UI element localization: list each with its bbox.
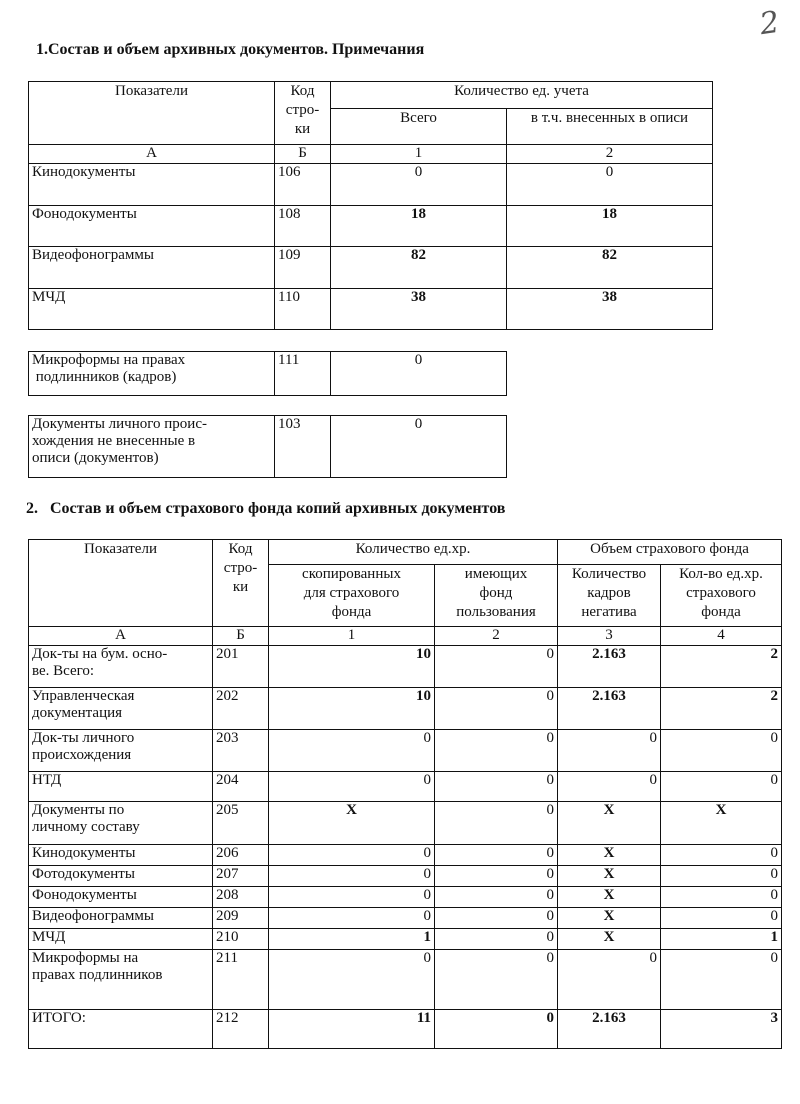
row-code: 204 [213,772,269,802]
letters-row [29,627,782,646]
row-code: 108 [275,206,331,247]
row-value-2: 0 [435,845,558,866]
row-value: 0 [331,416,507,478]
row-total: 82 [331,247,507,289]
row-name: Видеофонограммы [29,247,275,289]
row-value-3: Х [558,802,661,845]
row-value-4: 0 [661,908,782,929]
row-value: 0 [331,352,507,396]
row-value-4: 0 [661,950,782,1010]
row-value-3: Х [558,866,661,887]
row-code: 109 [275,247,331,289]
header-copied: скопированных для страхового фонда [269,565,435,627]
table-row [29,646,782,688]
row-value-3: Х [558,929,661,950]
header-in-inventory: в т.ч. внесенных в описи [507,109,713,145]
letter-cell: 1 [269,627,435,646]
header-fund-units: Кол-во ед.хр. страхового фонда [661,565,782,627]
row-code: 206 [213,845,269,866]
table-row [29,866,782,887]
table-row [29,772,782,802]
row-code: 211 [213,950,269,1010]
row-code: 210 [213,929,269,950]
header-code: Код стро- ки [213,540,269,627]
row-value-4: 0 [661,845,782,866]
row-value-1: 10 [269,688,435,730]
row-code: 202 [213,688,269,730]
row-value-3: Х [558,845,661,866]
row-value-2: 0 [435,866,558,887]
row-name: Кинодокументы [29,845,213,866]
table-row [29,1010,782,1049]
row-value-4: Х [661,802,782,845]
row-value-4: 2 [661,688,782,730]
row-value-3: 2.163 [558,646,661,688]
row-value-4: 2 [661,646,782,688]
row-value-3: 0 [558,772,661,802]
row-value-3: Х [558,887,661,908]
row-value-2: 0 [435,950,558,1010]
row-name: МЧД [29,289,275,330]
row-value-4: 0 [661,866,782,887]
row-value-3: 2.163 [558,1010,661,1049]
row-total: 0 [331,164,507,206]
row-name: Документы личного проис- хождения не внесенные в описи (документов) [29,416,275,478]
row-value-4: 0 [661,772,782,802]
table-row [29,929,782,950]
row-name: Док-ты личного происхождения [29,730,213,772]
row-value-1: Х [269,802,435,845]
row-name: НТД [29,772,213,802]
letter-cell: 2 [435,627,558,646]
letters-row [29,145,713,164]
row-value-1: 0 [269,908,435,929]
row-value-3: 0 [558,730,661,772]
row-code: 203 [213,730,269,772]
header-total: Всего [331,109,507,145]
header-count-group: Количество ед. учета [331,82,713,109]
archive-documents-table [28,81,713,330]
row-code: 208 [213,887,269,908]
letter-cell: 3 [558,627,661,646]
header-negatives: Количество кадров негатива [558,565,661,627]
header-indicator: Показатели [29,540,213,627]
row-code: 110 [275,289,331,330]
row-value-2: 0 [435,802,558,845]
letter-cell: А [29,627,213,646]
row-in-inventory: 0 [507,164,713,206]
table-row [29,247,713,289]
row-value-2: 0 [435,1010,558,1049]
section2-title: 2. Состав и объем страхового фонда копий архивных документов [26,500,506,517]
row-value-3: Х [558,908,661,929]
row-name: Кинодокументы [29,164,275,206]
letter-cell: 2 [507,145,713,164]
row-value-3: 2.163 [558,688,661,730]
header-fund-group: Объем страхового фонда [558,540,782,565]
table-row [29,289,713,330]
letter-cell: Б [213,627,269,646]
row-name: Микроформы на правах подлинников (кадров) [29,352,275,396]
row-name: Фонодокументы [29,887,213,908]
header-usage: имеющих фонд пользования [435,565,558,627]
table-row [29,908,782,929]
insurance-fund-rows [29,646,782,1049]
row-in-inventory: 82 [507,247,713,289]
table-row [29,164,713,206]
row-value-1: 0 [269,730,435,772]
row-name: Док-ты на бум. осно- ве. Всего: [29,646,213,688]
row-name: ИТОГО: [29,1010,213,1049]
table-row [29,887,782,908]
row-value-1: 0 [269,950,435,1010]
row-name: Документы по личному составу [29,802,213,845]
row-name: МЧД [29,929,213,950]
row-value-2: 0 [435,772,558,802]
row-value-2: 0 [435,908,558,929]
row-in-inventory: 18 [507,206,713,247]
letter-cell: А [29,145,275,164]
header-code: Код стро- ки [275,82,331,145]
row-value-4: 1 [661,929,782,950]
row-value-2: 0 [435,929,558,950]
row-code: 212 [213,1010,269,1049]
row-value-2: 0 [435,887,558,908]
row-code: 111 [275,352,331,396]
row-name: Микроформы на правах подлинников [29,950,213,1010]
letter-cell: Б [275,145,331,164]
row-value-1: 1 [269,929,435,950]
letter-cell: 4 [661,627,782,646]
microforms-table [28,351,507,396]
section1-title: 1.Состав и объем архивных документов. Примечания [36,41,425,58]
insurance-fund-table [28,539,782,1049]
row-value-1: 0 [269,866,435,887]
row-value-4: 0 [661,887,782,908]
row-value-3: 0 [558,950,661,1010]
row-code: 201 [213,646,269,688]
row-code: 209 [213,908,269,929]
row-value-1: 11 [269,1010,435,1049]
row-value-2: 0 [435,688,558,730]
row-code: 106 [275,164,331,206]
page-number: 2 [757,4,782,43]
row-value-4: 0 [661,730,782,772]
personal-docs-table [28,415,507,478]
row-name: Управленческая документация [29,688,213,730]
table-row [29,845,782,866]
table-row [29,688,782,730]
row-value-2: 0 [435,646,558,688]
header-indicator: Показатели [29,82,275,145]
row-code: 205 [213,802,269,845]
table-row [29,730,782,772]
row-in-inventory: 38 [507,289,713,330]
header-units-group: Количество ед.хр. [269,540,558,565]
row-value-4: 3 [661,1010,782,1049]
row-value-2: 0 [435,730,558,772]
row-value-1: 0 [269,772,435,802]
letter-cell: 1 [331,145,507,164]
table-row [29,950,782,1010]
table-row [29,352,507,396]
row-name: Видеофонограммы [29,908,213,929]
row-code: 103 [275,416,331,478]
row-total: 18 [331,206,507,247]
row-code: 207 [213,866,269,887]
row-value-1: 0 [269,845,435,866]
row-name: Фотодокументы [29,866,213,887]
row-total: 38 [331,289,507,330]
row-value-1: 10 [269,646,435,688]
table-row [29,206,713,247]
row-value-1: 0 [269,887,435,908]
row-name: Фонодокументы [29,206,275,247]
table-row [29,802,782,845]
table-row [29,416,507,478]
